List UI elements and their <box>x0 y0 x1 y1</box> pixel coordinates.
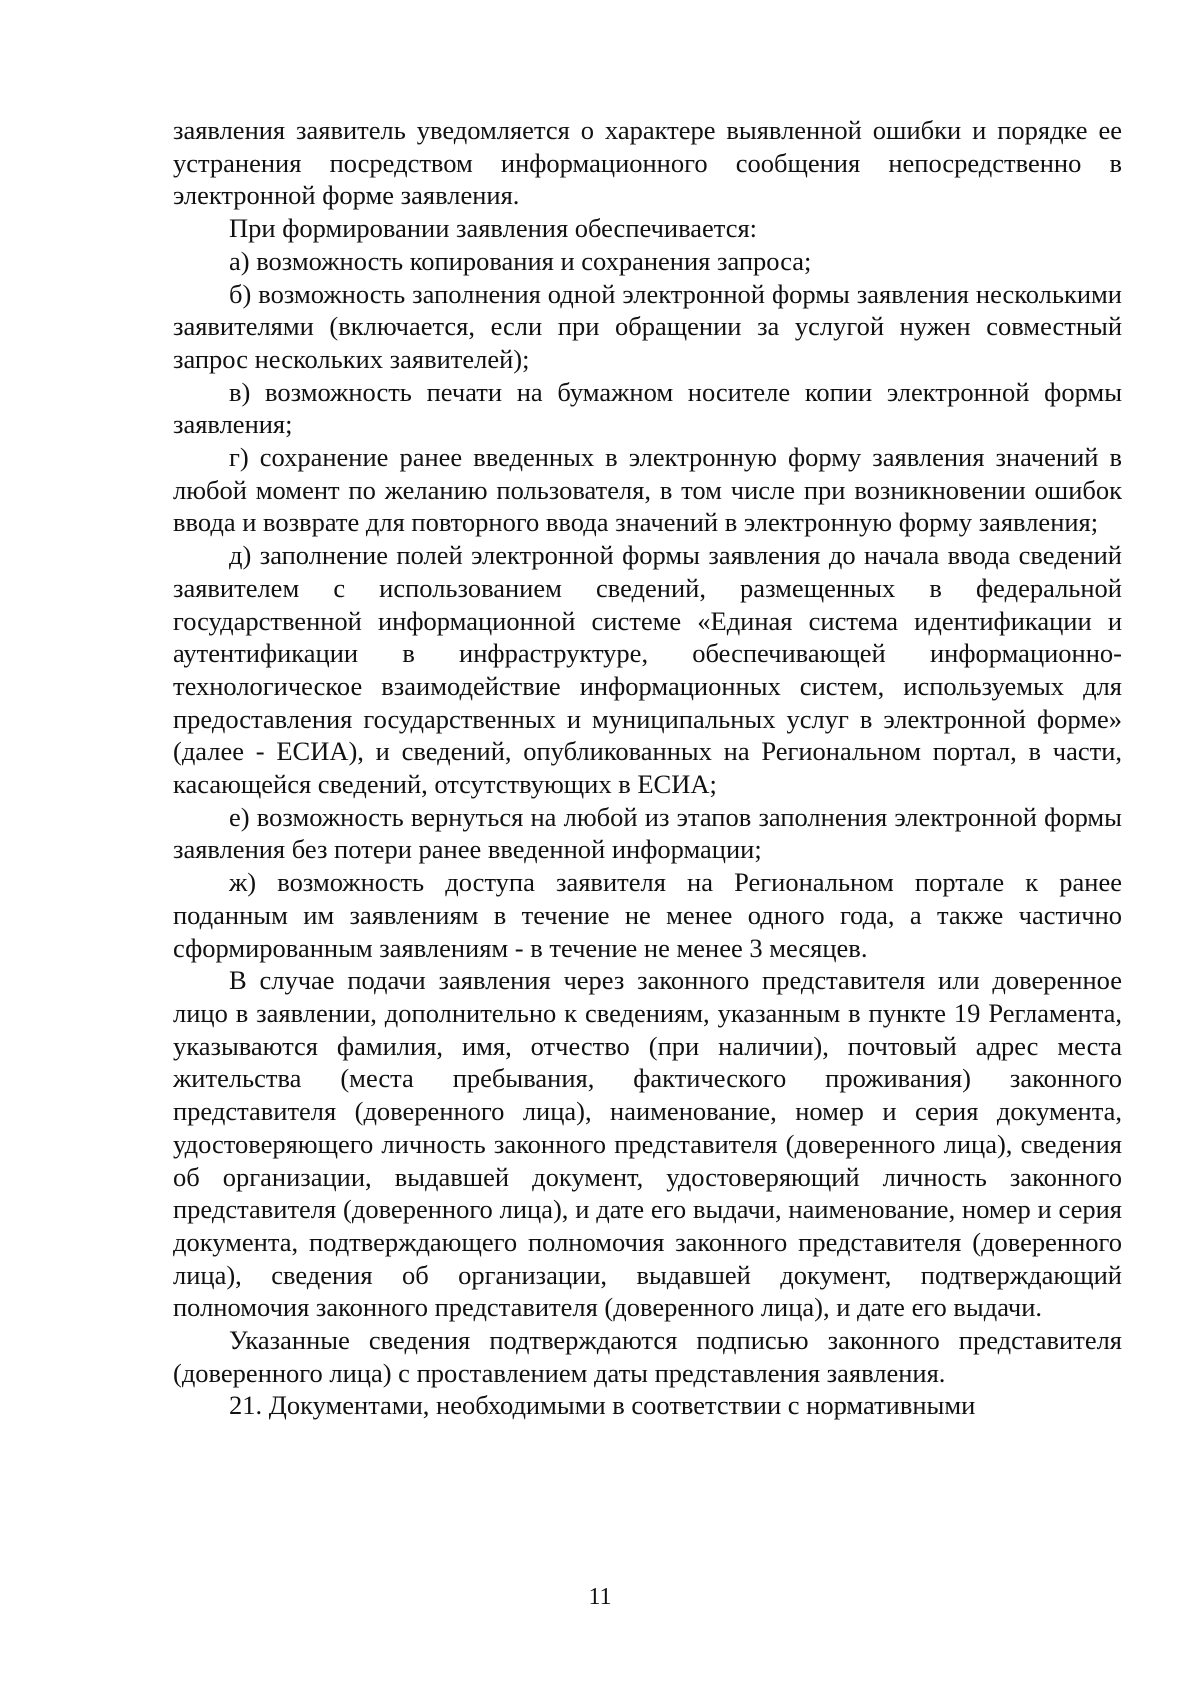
list-item-v: в) возможность печати на бумажном носителе копии электронной формы заявления; <box>173 376 1122 440</box>
paragraph-form-provides: При формировании заявления обеспечивается: <box>229 213 758 244</box>
list-item-e: е) возможность вернуться на любой из этапов заполнения электронной формы заявления без потери ранее введенной информации; <box>173 801 1122 865</box>
paragraph-representative: В случае подачи заявления через законного представителя или доверенное лицо в заявлении, дополнительно к сведениям, указанным в пункте 19 Регламента, указываются фамилия, имя, отчество (при наличии), почтовый адрес места жительства (места пребывания, фактического проживания) законного представителя (доверенного лица), наименование, номер и серия документа, удостоверяющего личность законного представителя (доверенного лица), сведения об организации, выдавшей документ, удостоверяющий личность законного представителя (доверенного лица), и дате его выдачи, наименование, номер и серия документа, подтверждающего полномочия законного представителя (доверенного лица), сведения об организации, выдавшей документ, подтверждающий полномочия законного представителя (доверенного лица), и дате его выдачи. <box>173 965 1122 1323</box>
paragraph-confirmation: Указанные сведения подтверждаются подписью законного представителя (доверенного лица) с проставлением даты представления заявления. <box>173 1325 1122 1388</box>
list-item-zh: ж) возможность доступа заявителя на Региональном портале к ранее поданным им заявлениям в течение не менее одного года, а также частично сформированным заявлениям - в течение не менее 3 месяцев. <box>173 867 1122 963</box>
document-body <box>173 114 1122 1422</box>
page-number: 11 <box>588 1584 612 1610</box>
list-item-g: г) сохранение ранее введенных в электронную форму заявления значений в любой момент по желанию пользователя, в том числе при возникновении ошибок ввода и возврате для повторного ввода значений в электронную форму заявления; <box>173 442 1122 538</box>
list-item-b: б) возможность заполнения одной электронной формы заявления несколькими заявителями (включается, если при обращении за услугой нужен совместный запрос нескольких заявителей); <box>173 278 1122 374</box>
paragraph-continuation: заявления заявитель уведомляется о характере выявленной ошибки и порядке ее устранения посредством информационного сообщения непосредственно в электронной форме заявления. <box>173 115 1122 211</box>
list-item-a: а) возможность копирования и сохранения запроса; <box>229 245 812 276</box>
paragraph-section-21: 21. Документами, необходимыми в соответствии с нормативными <box>229 1390 976 1421</box>
list-item-d: д) заполнение полей электронной формы заявления до начала ввода сведений заявителем с использованием сведений, размещенных в федеральной государственной информационной системе «Единая система идентификации и аутентификации в инфраструктуре, обеспечивающей информационно-технологическое взаимодействие информационных систем, используемых для предоставления государственных и муниципальных услуг в электронной форме» (далее - ЕСИА), и сведений, опубликованных на Региональном портал, в части, касающейся сведений, отсутствующих в ЕСИА; <box>173 540 1122 800</box>
